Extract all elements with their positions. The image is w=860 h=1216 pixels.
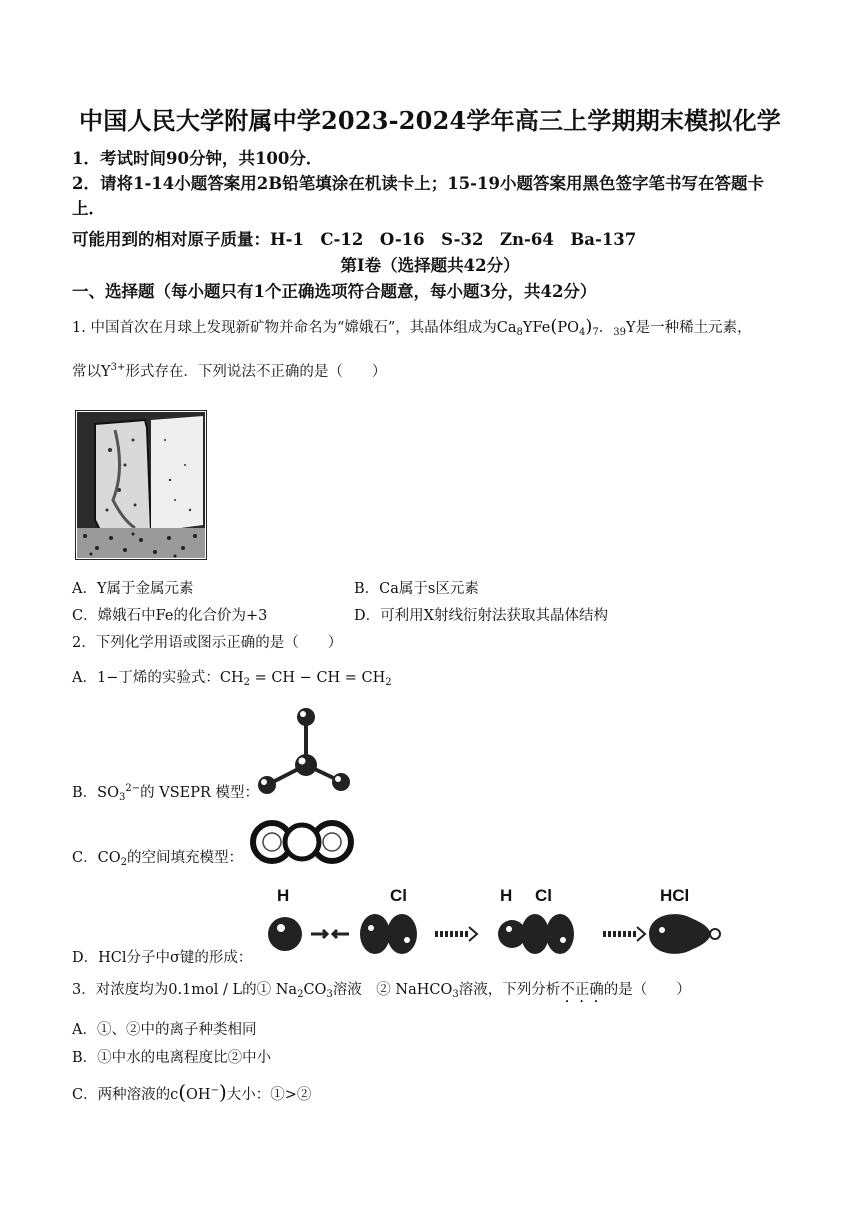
q2-option-d: D．HCl分子中σ键的形成： xyxy=(72,950,253,966)
q2-b-label: B．SO xyxy=(72,785,119,801)
q2-option-a xyxy=(72,666,392,688)
q1-formula-mid: YFe xyxy=(522,320,551,336)
co2-space-filling-diagram xyxy=(250,818,354,866)
q1-formula-ca-sub: 8 xyxy=(516,327,523,338)
q3-option-b: B．①中水的电离程度比②中小 xyxy=(72,1050,272,1066)
q3-stem-a: 3．对浓度均为0.1mol / L的① Na xyxy=(72,982,298,998)
label-cl-2: Cl xyxy=(535,886,552,905)
q1-formula-paren-l: ( xyxy=(550,316,558,337)
q1-option-b: B．Ca属于s区元素 xyxy=(354,581,479,597)
q1-formula-paren-r: ) xyxy=(585,316,593,337)
q2-b-rest: 的 VSEPR 模型： xyxy=(140,785,259,801)
q1-formula-po-n: 7 xyxy=(592,327,599,338)
q3-stem-emphasis: 不正确 xyxy=(560,982,604,998)
q1-option-a: A．Y属于金属元素 xyxy=(72,581,194,597)
atomic-masses: 可能用到的相对原子质量：H-1 C-12 O-16 S-32 Zn-64 Ba-137 xyxy=(72,230,637,249)
label-hcl: HCl xyxy=(660,886,690,905)
q3-option-a: A．①、②中的离子种类相同 xyxy=(72,1022,257,1038)
section-title: 一、选择题（每小题只有1个正确选项符合题意，每小题3分，共42分） xyxy=(72,282,597,301)
q1-formula-po: PO xyxy=(557,320,580,336)
q2-option-c xyxy=(72,846,243,868)
q3-c-paren-r: ) xyxy=(218,1080,227,1104)
q3-option-c xyxy=(72,1080,311,1104)
q2-b-sup: 2− xyxy=(125,783,141,794)
q1-y3: Y xyxy=(101,364,111,380)
q2-c-label: C．CO xyxy=(72,850,121,866)
q1-line2-b: 形式存在．下列说法不正确的是（ ） xyxy=(125,364,387,380)
note-1: 1．考试时间90分钟，共100分． xyxy=(72,149,323,168)
q3-c-a: C．两种溶液的c xyxy=(72,1087,179,1103)
q1-line2-a: 常以 xyxy=(72,364,101,380)
label-h-2: H xyxy=(500,886,513,905)
q1-formula-ca: Ca xyxy=(496,320,517,336)
q2-option-b xyxy=(72,781,259,803)
q1-stem-c: 是一种稀土元素， xyxy=(635,320,752,336)
q1-option-c: C．嫦娥石中Fe的化合价为+3 xyxy=(72,608,268,624)
q3-stem xyxy=(72,978,691,1006)
hcl-sigma-bond-diagram xyxy=(265,908,725,960)
q1-y: Y xyxy=(626,320,636,336)
mineral-photo xyxy=(75,410,207,560)
q3-s1: 2 xyxy=(297,989,304,1000)
q3-stem-e: 的是（ ） xyxy=(603,982,691,998)
q2-b-sub: 3 xyxy=(118,792,126,803)
q1-option-d: D．可利用X射线衍射法获取其晶体结构 xyxy=(354,608,608,624)
q1-stem-a: 1. 中国首次在月球上发现新矿物并命名为“嫦娥石”，其晶体组成为 xyxy=(72,320,497,336)
q3-c-paren-l: ( xyxy=(178,1080,187,1104)
page-title: 中国人民大学附属中学2023-2024学年高三上学期期末模拟化学 xyxy=(79,106,781,135)
vsepr-model-diagram xyxy=(255,705,355,797)
q1-y-sub: 39 xyxy=(613,327,627,338)
note-2-cont: 上． xyxy=(72,199,105,218)
q3-c-sup: − xyxy=(210,1085,219,1096)
q2-a-sub1: 2 xyxy=(243,677,250,688)
q2-a-mid: = CH − CH = CH xyxy=(249,670,386,686)
q3-c-b: 大小：①>② xyxy=(226,1087,312,1103)
q2-c-sub: 2 xyxy=(120,857,127,868)
q2-a-sub2: 2 xyxy=(385,677,392,688)
q2-stem: 2．下列化学用语或图示正确的是（ ） xyxy=(72,635,343,651)
q1-stem-b: ． xyxy=(598,320,614,336)
q3-stem-d: 溶液，下列分析 xyxy=(458,982,561,998)
q3-stem-b: CO xyxy=(303,982,327,998)
q2-a-label: A．1−丁烯的实验式：CH xyxy=(72,670,244,686)
q1-formula-po-sub: 4 xyxy=(579,327,586,338)
label-h: H xyxy=(277,886,290,905)
label-cl: Cl xyxy=(390,886,407,905)
q3-s3: 3 xyxy=(452,989,459,1000)
note-2: 2．请将1-14小题答案用2B铅笔填涂在机读卡上；15-19小题答案用黑色签字笔书写在答题卡 xyxy=(72,174,764,193)
q3-s2: 3 xyxy=(326,989,333,1000)
q2-c-rest: 的空间填充模型： xyxy=(126,850,243,866)
q3-stem-c: 溶液 ② NaHCO xyxy=(332,982,453,998)
q3-c-oh: OH xyxy=(186,1087,211,1103)
volume-title: 第Ⅰ卷（选择题共42分） xyxy=(340,256,520,275)
q1-y3-sup: 3+ xyxy=(110,362,126,373)
q1-stem-line1 xyxy=(72,316,752,338)
q1-stem-line2 xyxy=(72,360,386,381)
